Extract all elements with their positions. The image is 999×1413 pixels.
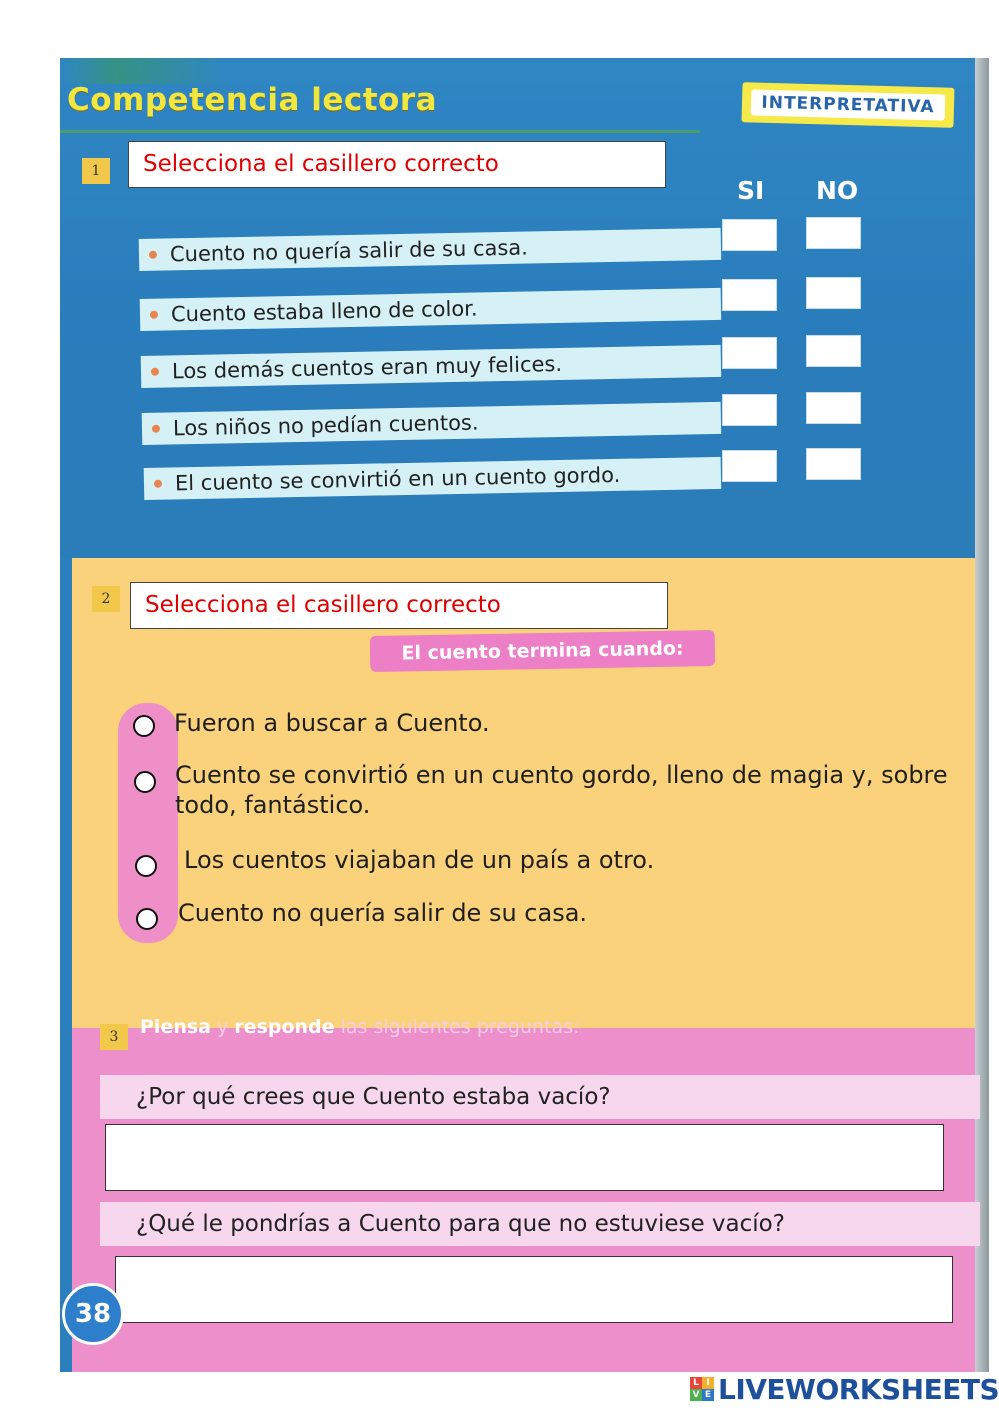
yes-checkbox-1[interactable] [722,219,777,251]
no-checkbox-3[interactable] [806,335,861,367]
no-checkbox-1[interactable] [806,217,861,249]
column-header-yes: SI [737,176,765,205]
page-number-badge: 38 [62,1283,124,1345]
option-2-text: Cuento se convirtió en un cuento gordo, lleno de magia y, sobre todo, fantástico. [175,761,948,819]
decorative-strip [60,58,989,84]
question-1-number: 1 [82,158,110,184]
bullet-icon [152,425,160,433]
option-1-text: Fueron a buscar a Cuento. [174,709,490,737]
q3-title-y: y [210,1016,235,1038]
question-2-prompt: El cuento termina cuando: [370,630,716,672]
yes-checkbox-4[interactable] [722,394,777,426]
statement-text: Cuento estaba lleno de color. [170,296,478,327]
liveworksheets-brand-text: LIVEWORKSHEETS [718,1372,999,1406]
radio-option-2[interactable] [134,771,156,793]
worksheet-page [60,58,989,1372]
bullet-icon [154,480,162,488]
radio-option-4[interactable] [136,908,158,930]
bullet-icon [150,311,158,319]
question-3-number: 3 [100,1024,128,1050]
yes-checkbox-3[interactable] [722,337,777,369]
option-4-text: Cuento no quería salir de su casa. [178,899,588,927]
statement-text: Los niños no pedían cuentos. [172,410,479,441]
liveworksheets-logo-icon [690,1377,714,1401]
open-question-1: ¿Por qué crees que Cuento estaba vacío? [100,1075,980,1119]
statement-text: Los demás cuentos eran muy felices. [171,351,563,384]
question-2-number: 2 [92,586,120,612]
answer-input-2[interactable] [115,1256,953,1323]
yes-checkbox-5[interactable] [722,450,777,482]
competency-badge [742,82,955,128]
q3-title-rest: las siguientes preguntas: [334,1016,580,1038]
answer-input-1[interactable] [105,1124,944,1191]
liveworksheets-logo[interactable] [690,1372,999,1406]
title-underline [60,130,700,133]
no-checkbox-2[interactable] [806,277,861,309]
page-edge [975,58,989,1372]
bullet-icon [149,251,157,259]
open-question-2: ¿Qué le pondrías a Cuento para que no estuviese vacío? [100,1202,980,1246]
logo-letter-i: I [702,1377,714,1389]
question-1-instruction: Selecciona el casillero correcto [128,141,666,188]
radio-option-3[interactable] [135,855,157,877]
radio-option-1[interactable] [133,715,155,737]
q3-title-piensa: Piensa [140,1016,211,1038]
page-title: Competencia lectora [67,82,438,118]
column-header-no: NO [816,176,859,205]
no-checkbox-5[interactable] [806,448,861,480]
option-3-text: Los cuentos viajaban de un país a otro. [184,846,655,874]
bullet-icon [151,368,159,376]
statement-text: Cuento no quería salir de su casa. [169,235,529,267]
no-checkbox-4[interactable] [806,392,861,424]
options-highlight [118,703,178,943]
q3-title-responde: responde [234,1016,335,1038]
logo-letter-v: V [690,1389,702,1401]
logo-letter-e: E [702,1389,714,1401]
question-2-instruction: Selecciona el casillero correcto [130,582,668,629]
yes-checkbox-2[interactable] [722,279,777,311]
statement-text: El cuento se convirtió en un cuento gordo. [174,462,621,496]
competency-badge-label: INTERPRETATIVA [751,89,945,120]
logo-letter-l: L [690,1377,702,1389]
question-3-title [140,1016,580,1038]
